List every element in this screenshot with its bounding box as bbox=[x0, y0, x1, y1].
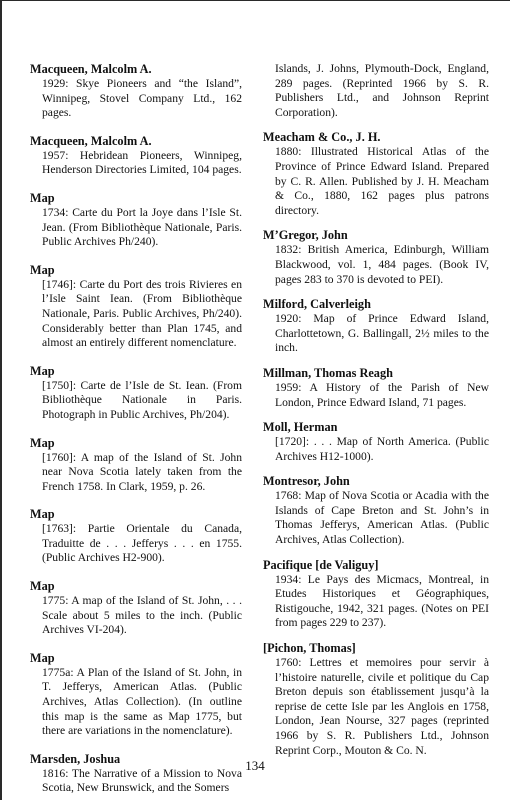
bibliography-entry-continued bbox=[263, 62, 489, 120]
bibliography-entry bbox=[30, 507, 242, 566]
entry-author: Pacifique [de Valiguy] bbox=[263, 557, 379, 572]
entry-text: 1920: Map of Prince Edward Island, Charlottetown, G. Ballingall, 2½ miles to the inch. bbox=[275, 312, 489, 355]
bibliography-entry bbox=[30, 134, 242, 178]
bibliography-entry bbox=[263, 558, 489, 631]
entry-author: Millman, Thomas Reagh bbox=[263, 365, 393, 380]
bibliography-entry bbox=[30, 62, 242, 121]
bibliography-entry bbox=[263, 474, 489, 547]
entry-author: Map bbox=[30, 262, 55, 277]
bibliography-entry bbox=[30, 263, 242, 351]
entry-author: Map bbox=[30, 507, 55, 522]
entry-text: 1957: Hebridean Pioneers, Winnipeg, Henderson Directories Limited, 104 pages. bbox=[42, 148, 242, 177]
entry-author: Milford, Calverleigh bbox=[263, 297, 371, 312]
entry-text: 1832: British America, Edinburgh, William Blackwood, vol. 1, 484 pages. (Book IV, pages 283 to 370 is devoted to PEI). bbox=[275, 243, 489, 286]
entry-text: 1775a: A Plan of the Island of St. John, in T. Jefferys, American Atlas. (Public Archives, Atlas Collection). (In outline this map is the same as Map 1775, but there are variations in the nomenclature). bbox=[42, 665, 242, 738]
bibliography-entry bbox=[263, 641, 489, 758]
bibliography-entry bbox=[263, 366, 489, 410]
right-column bbox=[263, 62, 489, 768]
entry-text: [1750]: Carte de l’Isle de St. Iean. (From Bibliothèque Nationale in Paris. Photograph in Public Archives, Ph/204). bbox=[42, 378, 242, 421]
page-number: 134 bbox=[245, 758, 265, 773]
bibliography-entry bbox=[30, 191, 242, 250]
left-column bbox=[30, 62, 242, 809]
entry-author: Map bbox=[30, 579, 55, 594]
entry-text: [1760]: A map of the Island of St. John near Nova Scotia lately taken from the French 1758. In Clark, 1959, p. 26. bbox=[42, 450, 242, 493]
entry-author: Map bbox=[30, 435, 55, 450]
entry-author: Montresor, John bbox=[263, 474, 350, 489]
bibliography-entry bbox=[30, 436, 242, 495]
entry-author: M’Gregor, John bbox=[263, 228, 348, 243]
entry-text: 1959: A History of the Parish of New London, Prince Edward Island, 71 pages. bbox=[275, 380, 489, 409]
entry-author: Meacham & Co., J. H. bbox=[263, 130, 381, 145]
entry-author: Marsden, Joshua bbox=[30, 751, 121, 766]
entry-text: 1880: Illustrated Historical Atlas of the Province of Prince Edward Island. Prepared by C. R. Allen. Published by J. H. Meacham & Co., 1880, 162 pages plus patrons directory. bbox=[275, 145, 489, 217]
bibliography-entry bbox=[30, 579, 242, 638]
bibliography-entry bbox=[263, 130, 489, 218]
entry-author: Moll, Herman bbox=[263, 420, 338, 435]
entry-text: 1760: Lettres et memoires pour servir à l’histoire naturelle, civile et politique du Cap Breton depuis son établissement jusqu’à la reprise de cette Isle par les Anglois en 1758, London, Jean Nourse, 327 pages (reprinted 1966 by S. R. Publishers Ltd., Johnson Reprint Corp., Mouton & Co. N. bbox=[275, 656, 489, 757]
entry-text: 1734: Carte du Port la Joye dans l’Isle St. Jean. (From Bibliothèque Nationale, Paris. Public Archives Ph/240). bbox=[42, 205, 242, 249]
bibliography-entry bbox=[263, 420, 489, 464]
bibliography-entry bbox=[30, 364, 242, 423]
entry-author: Map bbox=[30, 650, 55, 665]
entry-author: Macqueen, Malcolm A. bbox=[30, 133, 152, 148]
entry-text: 1934: Le Pays des Micmacs, Montreal, in Etudes Historiques et Géographiques, Ristigouche, 1942, 321 pages. (Notes on PEI from pages 229 to 237). bbox=[275, 572, 489, 630]
entry-text: 1768: Map of Nova Scotia or Acadia with the Islands of Cape Breton and St. John’s in Thomas Jefferys, American Atlas. (Public Archives, Atlas Collection). bbox=[275, 489, 489, 547]
entry-text: Islands, J. Johns, Plymouth-Dock, England, 289 pages. (Reprinted 1966 by S. R. Publishers Ltd., and Johnson Reprint Corporation). bbox=[275, 62, 489, 119]
entry-text: 1929: Skye Pioneers and “the Island”, Winnipeg, Stovel Company Ltd., 162 pages. bbox=[42, 77, 242, 120]
entry-text: [1746]: Carte du Port des trois Rivieres en l’Isle Saint Iean. (From Bibliothèque Nationale, Paris. Public Archives, Ph/240). Considerably better than Plan 1745, and almost an entirely different nomenclature. bbox=[42, 277, 242, 350]
bibliography-entry bbox=[263, 297, 489, 356]
bibliography-entry bbox=[30, 651, 242, 739]
entry-text: 1816: The Narrative of a Mission to Nova Scotia, New Brunswick, and the Somers bbox=[42, 766, 242, 795]
entry-text: [1720]: . . . Map of North America. (Public Archives H12-1000). bbox=[275, 435, 489, 463]
entry-author: Macqueen, Malcolm A. bbox=[30, 62, 152, 76]
entry-text: 1775: A map of the Island of St. John, . . . Scale about 5 miles to the inch. (Public Archives VI-204). bbox=[42, 594, 242, 637]
entry-author: Map bbox=[30, 190, 55, 205]
entry-author: [Pichon, Thomas] bbox=[263, 641, 356, 656]
entry-text: [1763]: Partie Orientale du Canada, Traduitte de . . . Jefferys . . . en 1755. (Public Archives H2-900). bbox=[42, 522, 242, 565]
bibliography-entry bbox=[263, 228, 489, 287]
entry-author: Map bbox=[30, 363, 55, 378]
